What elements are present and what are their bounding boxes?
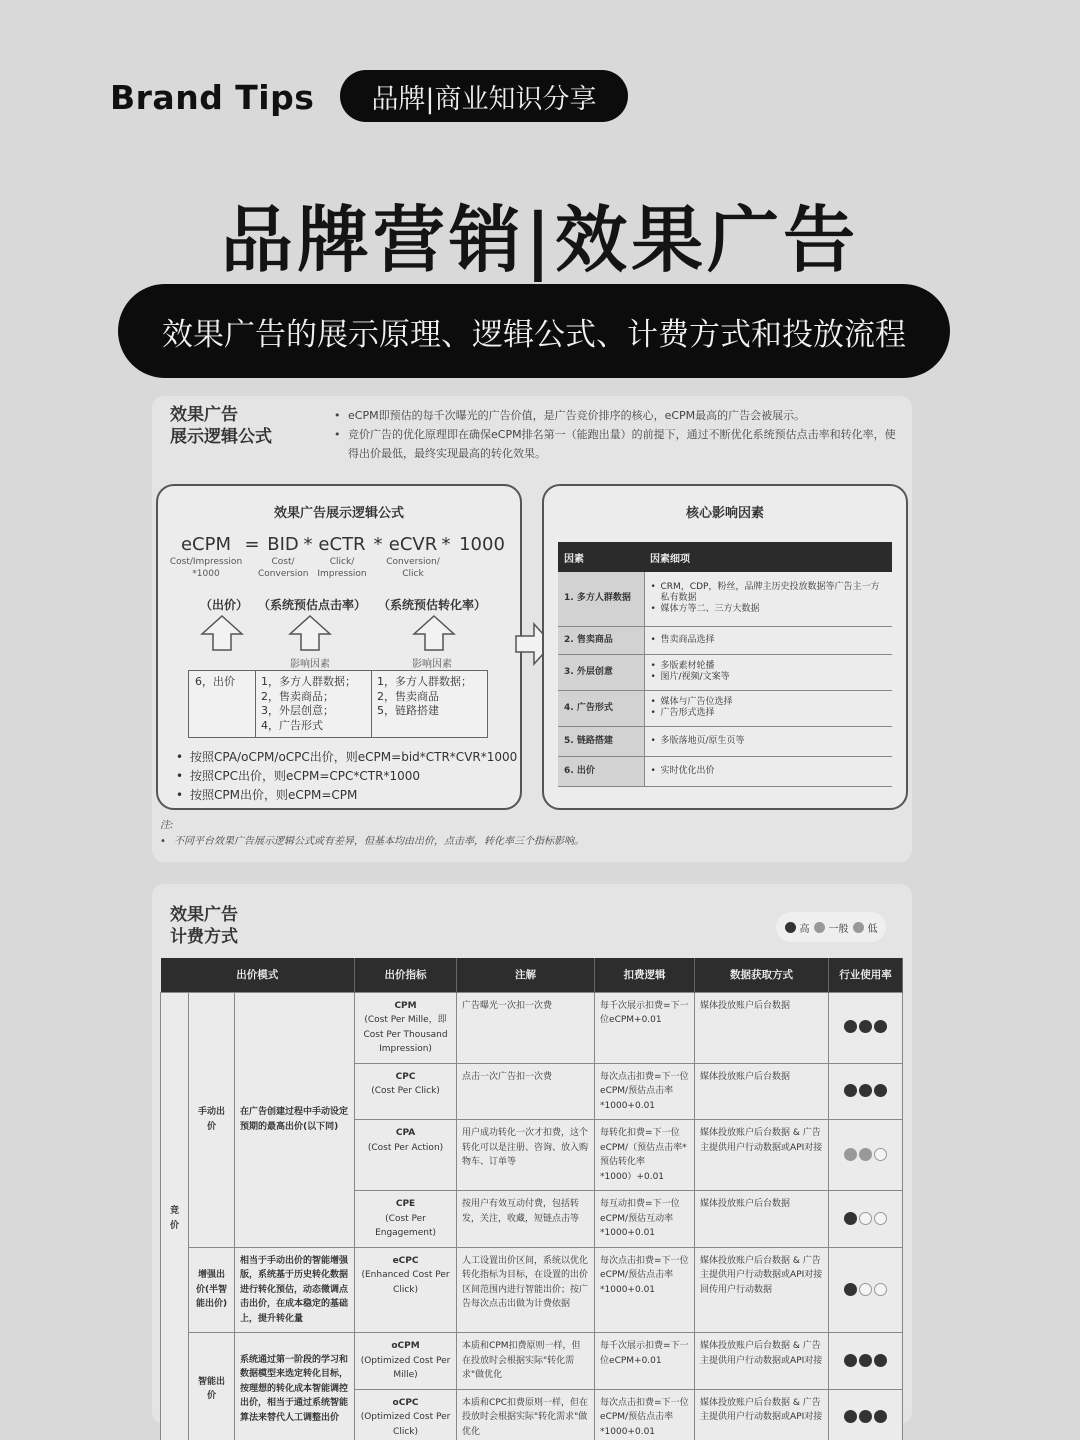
usage-rate — [829, 1120, 903, 1191]
formula-term-bid: BID Cost/ Conversion — [258, 534, 309, 579]
section-title-line1: 效果广告 — [170, 905, 238, 925]
formula-term-ecvr: eCVR Conversion/ Click — [386, 534, 440, 579]
table-row: CPC (Cost Per Click) 点击一次广告扣一次费 每次点击扣费=下一位eCPM/预估点击率*1000+0.01 媒体投放账户后台数据 — [161, 1063, 903, 1120]
formula-rules — [176, 748, 517, 805]
influence-label: 影响因素 — [412, 659, 452, 670]
table-row: 2. 售卖商品 • 售卖商品选择 — [558, 626, 892, 654]
usage-dot-icon — [844, 1212, 857, 1225]
usage-dot-icon — [844, 1410, 857, 1423]
usage-legend: 高 一般 低 — [776, 912, 886, 942]
formula-term-ecpm: eCPM Cost/Impression *1000 — [169, 534, 243, 579]
rule-item: • 按照CPM出价，则eCPM=CPM — [176, 786, 517, 805]
rule-item: • 按照CPA/oCPM/oCPC出价，则eCPM=bid*CTR*CVR*1000 — [176, 748, 517, 767]
footnote-text: • 不同平台效果广告展示逻辑公式或有差异，但基本均由出价，点击率，转化率三个指标影响。 — [160, 834, 584, 850]
mode-name: 智能出价 — [189, 1333, 235, 1440]
mode-desc: 系统通过第一阶段的学习和数据模型来选定转化目标，按理想的转化成本智能调控出价，相当于通过系统智能算法来替代人工调整出价 — [235, 1333, 355, 1440]
mid-dot-icon — [814, 922, 825, 933]
usage-dot-icon — [859, 1283, 872, 1296]
usage-dot-icon — [844, 1020, 857, 1033]
usage-rate — [829, 1389, 903, 1440]
table-row: 1. 多方人群数据 • CRM，CDP，粉丝，品牌主历史投放数据等广告主一方私有数据 • 媒体方等二、三方大数据 — [558, 572, 892, 626]
usage-dot-icon — [874, 1148, 887, 1161]
bullet-item: • 竞价广告的优化原理即在确保eCPM排名第一（能跑出量）的前提下，通过不断优化系统预估点击率和转化率，使得出价最低，最终实现最高的转化效果。 — [332, 425, 900, 463]
table-row: 4. 广告形式 • 媒体与广告位选择 • 广告形式选择 — [558, 690, 892, 726]
table-row: 6. 出价 • 实时优化出价 — [558, 756, 892, 786]
arrow-up-icon — [412, 614, 456, 652]
formula-box-title: 效果广告展示逻辑公式 — [273, 506, 404, 521]
section-title-line2: 展示逻辑公式 — [170, 427, 272, 447]
formula-operator: = — [244, 534, 260, 555]
table-row: 竞价 手动出价 在广告创建过程中手动设定预期的最高出价(以下同) CPM (Cost Per Mille，即Cost Per Thousand Impression) 广告曝光一次扣一次费 每千次展示扣费=下一位eCPM+0.01 媒体投放账户后台数据 — [161, 992, 903, 1063]
usage-dot-icon — [874, 1410, 887, 1423]
factor-summary-box — [188, 670, 488, 738]
usage-dot-icon — [844, 1084, 857, 1097]
core-factors-box — [542, 484, 908, 810]
category-tag: 品牌|商业知识分享 — [340, 70, 628, 122]
billing-table — [160, 958, 903, 1440]
rule-item: • 按照CPC出价，则eCPM=CPC*CTR*1000 — [176, 767, 517, 786]
bullet-item: • eCPM即预估的每千次曝光的广告价值，是广告竞价排序的核心，eCPM最高的广告会被展示。 — [332, 406, 900, 425]
section-title-line1: 效果广告 — [170, 405, 238, 425]
factor-cell: 1，多方人群数据； 2，售卖商品 5，链路搭建 — [377, 675, 472, 717]
footnote-label: 注: — [160, 820, 174, 831]
low-dot-icon — [853, 922, 864, 933]
label-ctr: （系统预估点击率） — [258, 598, 367, 612]
table-row: 智能出价 系统通过第一阶段的学习和数据模型来选定转化目标，按理想的转化成本智能调控出价，相当于通过系统智能算法来替代人工调整出价 oCPM (Optimized Cost Per Mille) 本质和CPM扣费原则一样，但在投放时会根据实际"转化需求"做优化 每千次展示扣费=下一位eCPM+0.01 媒体投放账户后台数据 & 广告主提供用户行动数据或API对接 — [161, 1333, 903, 1390]
section-title — [170, 404, 272, 448]
table-row: 5. 链路搭建 • 多版落地页/原生页等 — [558, 726, 892, 756]
table-row: 增强出价(半智能出价) 相当于手动出价的智能增强版，系统基于历史转化数据进行转化预估，动态微调点击出价，在成本稳定的基础上，提升转化量 eCPC (Enhanced Cost Per Click) 人工设置出价区间，系统以优化转化指标为目标，在设置的出价区间范围内进行智能出价；按广告每次点击出做为计费依据 每次点击扣费=下一位eCPM/预估点击率*1000+0.01 媒体投放账户后台数据 & 广告主提供用户行动数据或API对接回传用户行动数据 — [161, 1247, 903, 1333]
table-header: 行业使用率 — [829, 958, 903, 992]
usage-rate — [829, 1247, 903, 1333]
usage-dot-icon — [844, 1354, 857, 1367]
footnote — [160, 818, 584, 850]
brand-logo-text: Brand Tips — [110, 78, 315, 117]
high-dot-icon — [785, 922, 796, 933]
usage-dot-icon — [874, 1283, 887, 1296]
influence-label: 影响因素 — [290, 659, 330, 670]
usage-dot-icon — [859, 1212, 872, 1225]
table-header: 注解 — [457, 958, 595, 992]
table-header: 出价指标 — [355, 958, 457, 992]
usage-dot-icon — [859, 1148, 872, 1161]
table-row: oCPC (Optimized Cost Per Click) 本质和CPC扣费原则一样，但在投放时会根据实际"转化需求"做优化 每次点击扣费=下一位eCPM/预估点击率*1000+0.01 媒体投放账户后台数据 & 广告主提供用户行动数据或API对接 — [161, 1389, 903, 1440]
usage-dot-icon — [859, 1410, 872, 1423]
usage-dot-icon — [874, 1020, 887, 1033]
formula-operator: * — [303, 534, 313, 555]
usage-dot-icon — [859, 1020, 872, 1033]
table-row: CPA (Cost Per Action) 用户成功转化一次才扣费，这个转化可以是注册、咨询、放入购物车、订单等 每转化扣费=下一位eCPM/（预估点击率*预估转化率*1000）+0.01 媒体投放账户后台数据 & 广告主提供用户行动数据或API对接 — [161, 1120, 903, 1191]
formula-expression — [168, 534, 518, 584]
usage-rate — [829, 992, 903, 1063]
table-header: 数据获取方式 — [695, 958, 829, 992]
display-formula-panel — [152, 396, 912, 862]
usage-dot-icon — [844, 1148, 857, 1161]
section-title-line2: 计费方式 — [170, 927, 238, 947]
page-title: 品牌营销|效果广告 — [220, 197, 860, 282]
arrow-up-icon — [288, 614, 332, 652]
label-cvr: （系统预估转化率） — [378, 598, 487, 612]
factor-cell: 1，多方人群数据； 2，售卖商品； 3，外层创意； 4，广告形式 — [261, 675, 356, 732]
usage-dot-icon — [844, 1283, 857, 1296]
section-title — [170, 904, 238, 948]
mode-name: 手动出价 — [189, 992, 235, 1247]
factor-cell: 6，出价 — [195, 675, 235, 688]
table-header: 扣费逻辑 — [595, 958, 695, 992]
page-subtitle: 效果广告的展示原理、逻辑公式、计费方式和投放流程 — [118, 284, 950, 378]
formula-operator: * — [373, 534, 383, 555]
usage-dot-icon — [874, 1354, 887, 1367]
table-header: 因素 — [558, 542, 644, 572]
formula-term-ectr: eCTR Click/ Impression — [317, 534, 367, 579]
mode-desc: 在广告创建过程中手动设定预期的最高出价(以下同) — [235, 992, 355, 1247]
usage-dot-icon — [874, 1212, 887, 1225]
label-bid: （出价） — [200, 598, 249, 612]
arrow-up-icon — [200, 614, 244, 652]
core-factors-table — [558, 542, 892, 787]
usage-rate — [829, 1333, 903, 1390]
mode-desc: 相当于手动出价的智能增强版，系统基于历史转化数据进行转化预估，动态微调点击出价，在成本稳定的基础上，提升转化量 — [235, 1247, 355, 1333]
table-header: 因素细项 — [644, 542, 892, 572]
table-header: 出价模式 — [161, 958, 355, 992]
billing-methods-panel — [152, 884, 912, 1437]
table-row: 3. 外层创意 • 多版素材轮播 • 图片/视频/文案等 — [558, 654, 892, 690]
group-label: 竞价 — [161, 992, 189, 1440]
formula-box — [156, 484, 522, 810]
formula-term-1000: 1000 — [459, 534, 505, 555]
usage-rate — [829, 1063, 903, 1120]
usage-dot-icon — [874, 1084, 887, 1097]
core-factors-title: 核心影响因素 — [685, 506, 764, 521]
mode-name: 增强出价(半智能出价) — [189, 1247, 235, 1333]
usage-dot-icon — [859, 1354, 872, 1367]
usage-rate — [829, 1191, 903, 1248]
formula-operator: * — [441, 534, 451, 555]
section-bullets — [332, 406, 900, 463]
usage-dot-icon — [859, 1084, 872, 1097]
table-row: CPE (Cost Per Engagement) 按用户有效互动付费，包括转发，关注，收藏，短链点击等 每互动扣费=下一位eCPM/预估互动率*1000+0.01 媒体投放账户后台数据 — [161, 1191, 903, 1248]
